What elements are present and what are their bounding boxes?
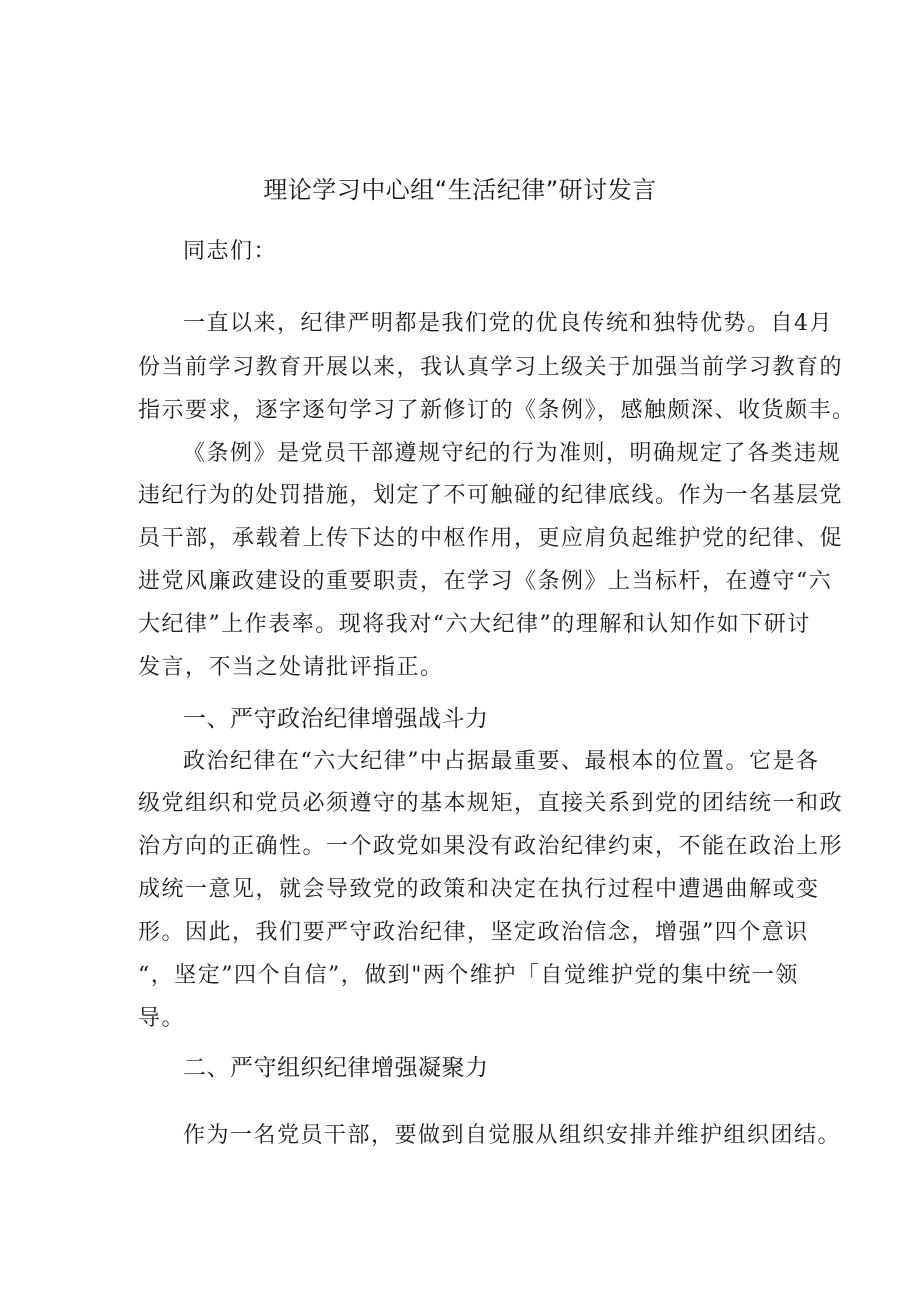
greeting: 同志们： <box>183 239 278 264</box>
intro-line-3: 指示要求，逐字逐句学习了新修订的《条例》，感触颇深、收货颇丰。 <box>138 398 856 423</box>
para2-line-3: 员干部，承载着上传下达的中枢作用，更应肩负起维护党的纪律、促 <box>138 526 844 551</box>
section-1-line-7: 导。 <box>138 1006 186 1031</box>
section-1-line-6: “，坚定”四个自信”，做到"两个维护「自觉维护党的集中统一领 <box>138 963 799 988</box>
document-title: 理论学习中心组“生活纪律”研讨发言 <box>263 176 657 204</box>
intro-line-2: 份当前学习教育开展以来，我认真学习上级关于加强当前学习教育的 <box>138 355 844 380</box>
section-1-line-1: 政治纪律在“六大纪律”中占据最重要、最根本的位置。它是各 <box>183 749 820 774</box>
section-2-heading: 二、严守组织纪律增强凝聚力 <box>183 1055 489 1081</box>
section-1-line-3: 治方向的正确性。一个政党如果没有政治纪律约束，不能在政治上形 <box>138 834 844 859</box>
section-2-line-1: 作为一名党员干部，要做到自觉服从组织安排并维护组织团结。 <box>183 1123 842 1148</box>
section-1-line-2: 级党组织和党员必须遵守的基本规矩，直接关系到党的团结统一和政 <box>138 791 844 816</box>
intro-line-1: 一直以来，纪律严明都是我们党的优良传统和独特优势。自4月 <box>183 311 833 336</box>
para2-line-5: 大纪律”上作表率。现将我对“六大纪律”的理解和认知作如下研讨 <box>138 612 811 637</box>
para2-line-2: 违纪行为的处罚措施，划定了不可触碰的纪律底线。作为一名基层党 <box>138 483 844 508</box>
section-1-line-5: 形。因此，我们要严守政治纪律，坚定政治信念，增强”四个意识 <box>138 920 809 945</box>
para2-line-6: 发言，不当之处请批评指正。 <box>138 655 444 680</box>
para2-line-4: 进党风廉政建设的重要职责，在学习《条例》上当标杆，在遵守“六 <box>138 569 833 594</box>
section-1-heading: 一、严守政治纪律增强战斗力 <box>183 706 489 732</box>
section-1-line-4: 成统一意见，就会导致党的政策和决定在执行过程中遭遇曲解或变 <box>138 877 820 902</box>
para2-line-1: 《条例》是党员干部遵规守纪的行为准则，明确规定了各类违规 <box>183 441 842 466</box>
